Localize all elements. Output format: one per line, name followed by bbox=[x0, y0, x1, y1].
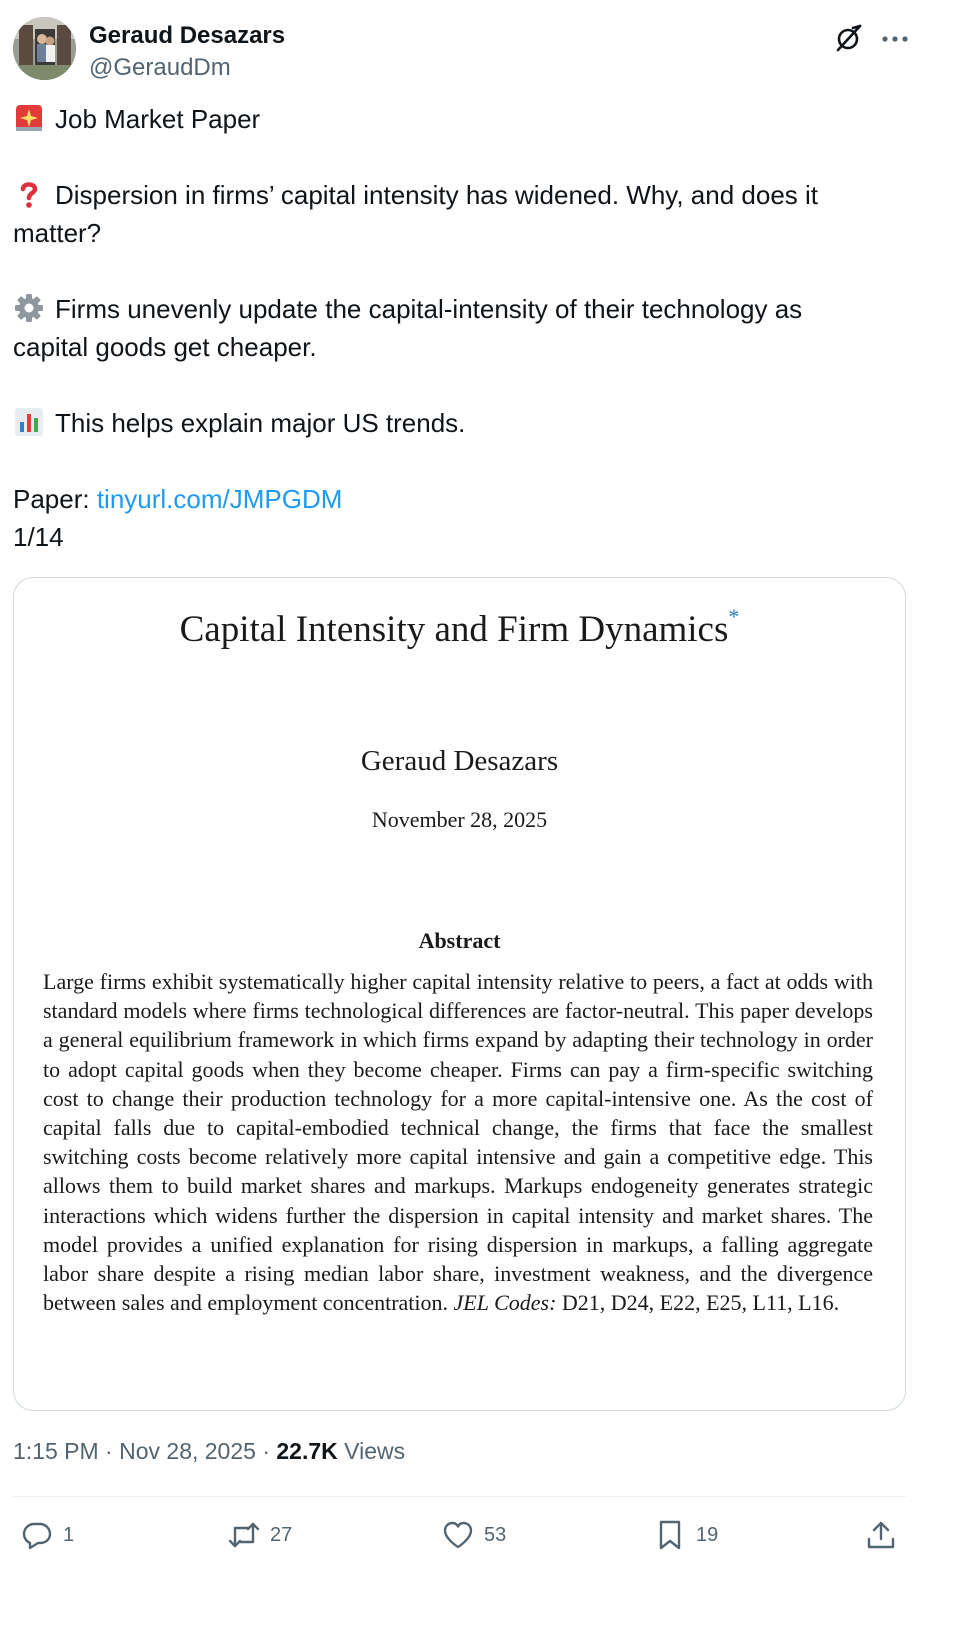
paper-date: November 28, 2025 bbox=[371, 807, 548, 832]
share-icon bbox=[865, 1519, 897, 1551]
paper-title-text: Capital Intensity and Firm Dynamics bbox=[179, 609, 729, 650]
author-handle[interactable]: @GeraudDm bbox=[89, 54, 231, 81]
jel-codes-label: JEL Codes: bbox=[453, 1290, 557, 1316]
abstract-body bbox=[43, 967, 873, 1317]
avatar[interactable] bbox=[13, 17, 76, 80]
tweet-time[interactable]: 1:15 PM bbox=[13, 1438, 99, 1464]
avatar-photo bbox=[13, 17, 76, 80]
bookmark-count: 19 bbox=[696, 1523, 719, 1546]
tweet-line-text: This helps explain major US trends. bbox=[55, 408, 466, 438]
repost-icon bbox=[228, 1519, 260, 1551]
tweet-line bbox=[13, 404, 933, 442]
meta-separator: · bbox=[98, 1438, 120, 1464]
bar-chart-emoji bbox=[13, 406, 45, 438]
tweet-meta bbox=[13, 1438, 405, 1465]
divider bbox=[13, 1496, 906, 1497]
tweet-line bbox=[13, 480, 933, 518]
tweet-date[interactable]: Nov 28, 2025 bbox=[119, 1438, 256, 1464]
bookmark-button[interactable] bbox=[654, 1512, 718, 1558]
tweet-line bbox=[13, 290, 933, 328]
paper-label: Paper: bbox=[13, 484, 97, 514]
paper-link[interactable]: tinyurl.com/JMPGDM bbox=[96, 484, 343, 514]
grok-icon[interactable] bbox=[833, 22, 865, 54]
tweet-line bbox=[13, 176, 933, 214]
bookmark-icon bbox=[654, 1519, 686, 1551]
tweet-line-text: matter? bbox=[13, 218, 102, 248]
tweet-header bbox=[13, 14, 946, 84]
author-display-name[interactable]: Geraud Desazars bbox=[89, 22, 286, 49]
views-count: 22.7K bbox=[276, 1438, 338, 1464]
paper-title-marker: * bbox=[728, 604, 740, 629]
action-bar bbox=[13, 1512, 906, 1562]
media-image-card[interactable] bbox=[13, 577, 906, 1411]
abstract-heading: Abstract bbox=[418, 928, 501, 953]
views-label: Views bbox=[337, 1438, 406, 1464]
tweet-line bbox=[13, 100, 933, 138]
more-dots-icon[interactable] bbox=[879, 22, 911, 54]
reply-button[interactable] bbox=[21, 1512, 74, 1558]
rotating-light-emoji bbox=[13, 102, 45, 134]
tweet-line bbox=[13, 214, 933, 252]
tweet-body bbox=[13, 100, 933, 556]
tweet-line-text: Firms unevenly update the capital-intensity of their technology as bbox=[55, 294, 803, 324]
tweet-line bbox=[13, 518, 933, 556]
tweet-line-text: capital goods get cheaper. bbox=[13, 332, 317, 362]
tweet-line-text: Job Market Paper bbox=[55, 104, 261, 134]
thread-count: 1/14 bbox=[13, 522, 64, 552]
abstract-text: Large firms exhibit systematically higher capital intensity relative to peers, a fact at odds with standard models where firms technological differences are factor-neutral. This paper develops a general equilibrium framework in which firms expand by adapting their technology in order to adopt capital goods when they become cheaper. Firms can pay a firm-specific switching cost to change their production technology for a more capital-intensive one. As the cost of capital falls due to capital-embodied technical change, the firms that face the smallest switching costs become relatively more capital intensive and gain a competitive edge. This allows them to build market shares and markups. Markups endogeneity generates strategic interactions which widens further the dispersion in capital intensity and market shares. The model provides a unified explanation for rising dispersion in markups, a falling aggregate labor share despite a rising median labor share, investment weakness, and the divergence between sales and employment concentration. bbox=[43, 969, 873, 1316]
like-button[interactable] bbox=[442, 1512, 506, 1558]
reply-icon bbox=[21, 1519, 53, 1551]
paper-author: Geraud Desazars bbox=[360, 745, 559, 777]
heart-icon bbox=[442, 1519, 474, 1551]
tweet-line bbox=[13, 328, 933, 366]
repost-count: 27 bbox=[270, 1523, 293, 1546]
meta-separator: · bbox=[255, 1438, 277, 1464]
red-question-emoji bbox=[13, 178, 45, 210]
reply-count: 1 bbox=[63, 1523, 75, 1546]
like-count: 53 bbox=[484, 1523, 507, 1546]
jel-codes: D21, D24, E22, E25, L11, L16. bbox=[561, 1290, 840, 1316]
repost-button[interactable] bbox=[228, 1512, 292, 1558]
tweet-line-text: Dispersion in firms’ capital intensity has widened. Why, and does it bbox=[55, 180, 819, 210]
paper-title bbox=[14, 604, 905, 651]
gear-emoji bbox=[13, 292, 45, 324]
share-button[interactable] bbox=[865, 1512, 897, 1558]
